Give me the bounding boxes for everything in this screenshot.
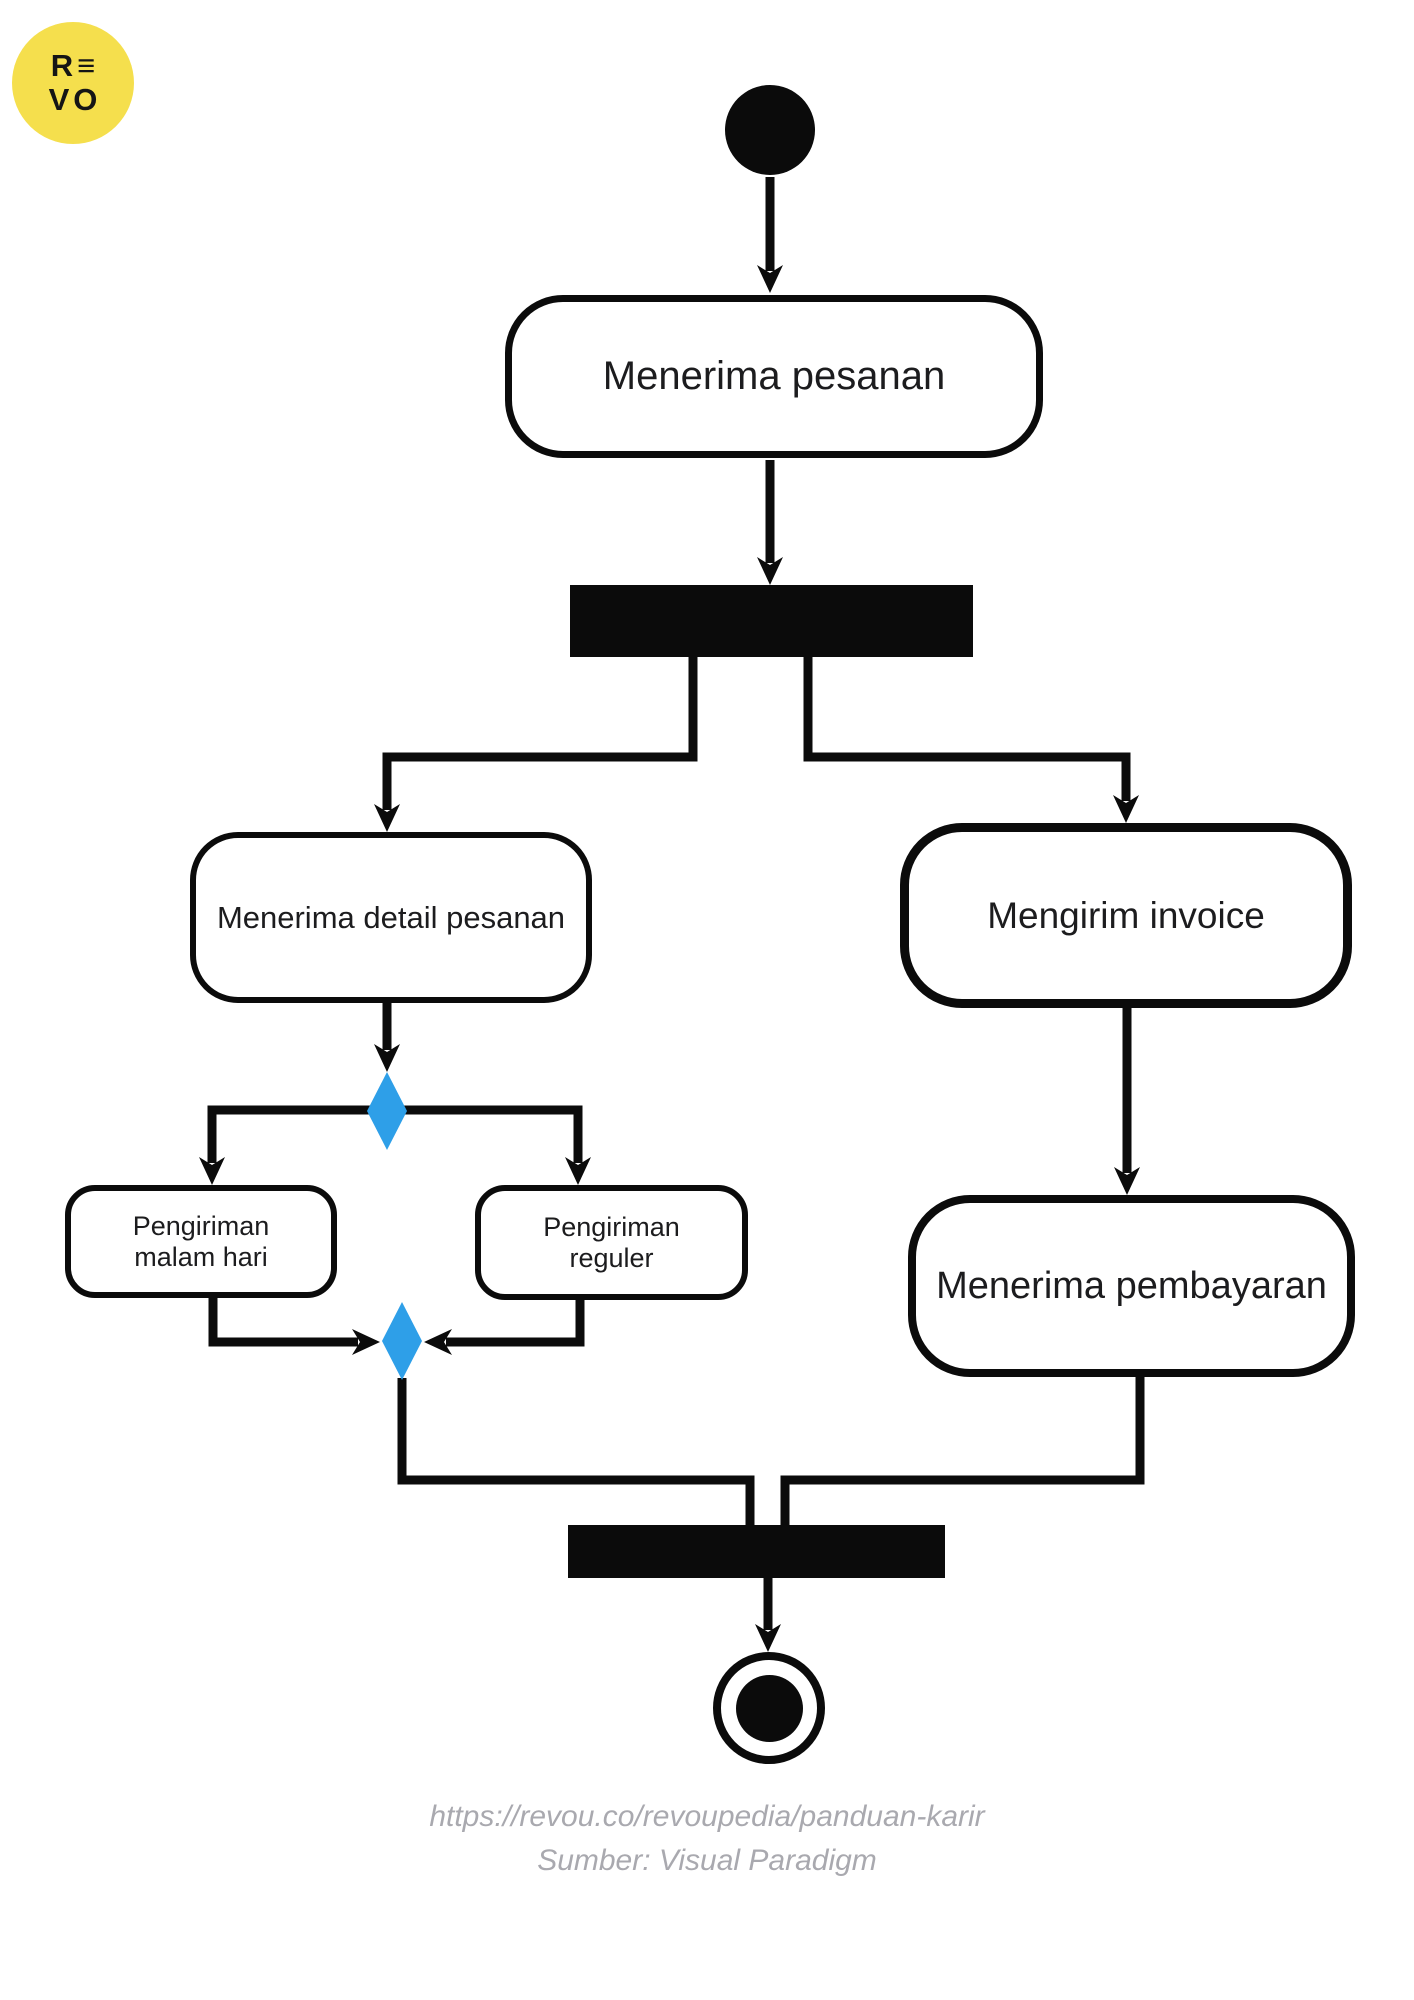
- action-mengirim-invoice: [900, 823, 1352, 1008]
- edge-fork-to-invoice: [808, 655, 1126, 801]
- action-menerima-detail-pesanan: [190, 832, 592, 1003]
- edge-malam-to-merge: [213, 1296, 358, 1342]
- caption-url: https://revou.co/revoupedia/panduan-karir: [429, 1800, 985, 1833]
- edge-reguler-to-merge: [446, 1298, 580, 1342]
- logo-row-1: R≡: [50, 48, 100, 83]
- action-label-line1: Pengiriman: [132, 1211, 270, 1242]
- caption: [0, 1795, 1414, 1883]
- action-label-line1: Pengiriman: [543, 1212, 680, 1243]
- logo-row-2: VO: [48, 82, 102, 117]
- fork-bar: [570, 585, 973, 657]
- final-node: [713, 1652, 825, 1764]
- edge-merge-to-join: [402, 1378, 750, 1527]
- edge-pembayaran-to-join: [785, 1375, 1140, 1527]
- edge-decision-to-reguler: [398, 1110, 578, 1163]
- revou-logo: [12, 22, 134, 144]
- action-label-line2: malam hari: [134, 1241, 268, 1272]
- action-label: Menerima pesanan: [602, 354, 946, 398]
- edge-decision-to-malam: [212, 1110, 380, 1163]
- join-bar: [568, 1525, 945, 1578]
- final-node-core: [736, 1675, 803, 1742]
- action-label-line2: reguler: [569, 1242, 654, 1273]
- action-label: Menerima detail pesanan: [216, 899, 566, 935]
- initial-node: [725, 85, 815, 175]
- action-label: Menerima pembayaran: [936, 1264, 1327, 1307]
- action-label: Mengirim invoice: [987, 894, 1265, 936]
- caption-source: Sumber: Visual Paradigm: [537, 1844, 877, 1877]
- action-pengiriman-reguler: [475, 1185, 748, 1300]
- action-menerima-pesanan: [505, 295, 1043, 458]
- action-pengiriman-malam-hari: [65, 1185, 337, 1298]
- action-menerima-pembayaran: [908, 1195, 1355, 1377]
- edge-fork-to-detail: [387, 655, 693, 810]
